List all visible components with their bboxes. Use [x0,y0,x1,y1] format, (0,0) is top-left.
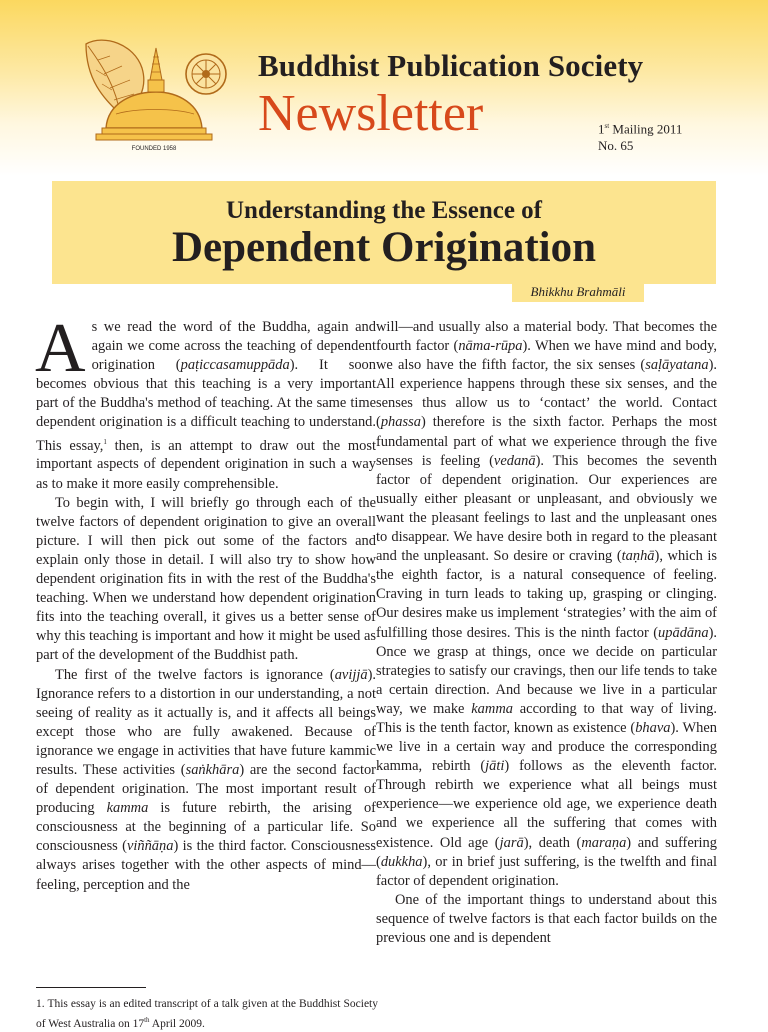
logo-caption: FOUNDED 1958 [131,146,177,152]
footnote: 1. This essay is an edited transcript of a talk given at the Buddhist Society of West Australia on 17th April 2009. [36,998,378,1030]
article-author: Bhikkhu Brahmāli [512,282,644,302]
paragraph: The first of the twelve factors is ignorance (avijjā). Ignorance refers to a distortion in our understanding, a not seeing of reality as it actually is, and it affects all beings except those who are fully awakened. Because of ignorance we engage in activities that have future kammic results. These activities (saṅkhāra) are the second factor of dependent origination. The most important result of producing kamma is future rebirth, the arising of consciousness at the beginning of a particular life. So consciousness (viññāṇa) is the third factor. Consciousness always arises together with the other aspects of mind—feeling, perception and the [36,666,376,893]
drop-cap: A [35,310,86,387]
footnote-divider [36,987,146,988]
society-logo [76,30,236,154]
article-subtitle: Understanding the Essence of [226,197,542,224]
stupa-leaf-wheel-icon [76,30,236,154]
footnote-ref: 1 [103,437,107,446]
issue-number: No. 65 [598,138,634,154]
right-column [376,318,717,948]
paragraph: As we read the word of the Buddha, again and again we come across the teaching of dependent origination (paṭiccasamuppāda). It soon becomes obvious that this teaching is a very important part of the Buddha's method of teaching. At the same time dependent origination is a difficult teaching to understand. This essay,$^1$ then, is an attempt to draw out the most important aspects of dependent origination in such a way as to make it more easily comprehensible. [35,310,376,492]
article-title-box [52,181,716,284]
mailing-line: 1st Mailing 2011 [598,121,683,137]
issue-info [598,118,682,154]
paragraph: One of the important things to understand about this sequence of twelve factors is that each factor builds on the previous one and is dependent [376,891,717,946]
paragraph: will—and usually also a material body. That becomes the fourth factor (nāma-rūpa). When we have mind and body, we also have the fifth factor, the six senses (saḷāyatana). All experience happens through these six senses, and the senses thus allow us to ‘contact’ the world. Contact (phassa) therefore is the sixth factor. Perhaps the most fundamental part of what we experience through the five senses is feeling (vedanā). This becomes the seventh factor of dependent origination. Our experiences are usually either pleasant or unpleasant, and obviously we want the pleasant feelings to last and the unpleasant ones to disappear. We have desire both in regard to the pleasant and the unpleasant. So desire or craving (taṇhā), which is the eighth factor, is a natural consequence of feeling. Craving in turn leads to taking up, grasping or clinging. Our desires make us implement ‘strategies’ with the aim of fulfilling those desires. This is the ninth factor (upādāna). Once we grasp at things, once we decide on particular strategies to satisfy our cravings, then our life tends to take a certain direction. And because we live in a particular way, we make kamma according to that way of living. This is the tenth factor, known as existence (bhava). When we live in a certain way and produce the corresponding kamma, rebirth (jāti) follows as the eleventh factor. Through rebirth we experience what all beings must experience—we experience old age, we experience death and we experience all the suffering that comes with existence. Old age (jarā), death (maraṇa) and suffering (dukkha), or in brief just suffering, is the twelfth and final factor of dependent origination. [376,319,717,889]
organization-name: Buddhist Publication Society [258,48,644,83]
newsletter-title: Newsletter [258,85,484,142]
left-column [35,310,376,895]
article-title: Dependent Origination [171,224,597,271]
paragraph: To begin with, I will briefly go through each of the twelve factors of dependent origination to give an overall picture. I will then pick out some of the factors and explain only those in detail. I will also try to show how dependent origination fits in with the rest of the Buddha's teaching. When we understand how dependent origination fits into the teaching overall, it gives us a better sense of why this teaching is important and how it might be used as part of the development of the Buddhist path. [36,494,376,664]
